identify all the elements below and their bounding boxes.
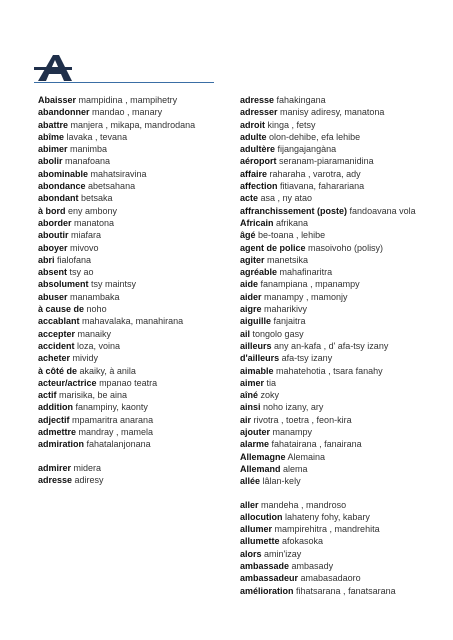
dictionary-entry xyxy=(240,511,445,523)
headword: accablant xyxy=(38,316,80,327)
translation: mividy xyxy=(72,353,99,364)
dictionary-entry xyxy=(38,254,228,266)
dictionary-entry xyxy=(38,192,228,204)
dictionary-entry xyxy=(240,143,445,155)
translation: lâlan-kely xyxy=(262,476,301,487)
translation: manatona xyxy=(74,217,115,228)
translation: seranam-piaramanidina xyxy=(279,156,374,167)
headword: abri xyxy=(38,254,55,265)
translation: ambasady xyxy=(291,560,334,571)
translation: asa , ny atao xyxy=(260,193,313,204)
dictionary-entry xyxy=(240,291,445,303)
translation: mampidina , mampihetry xyxy=(78,95,178,105)
headword: abattre xyxy=(38,119,69,130)
dictionary-entry xyxy=(38,438,228,450)
dictionary-entry xyxy=(38,266,228,278)
headword: addition xyxy=(38,402,73,413)
dictionary-entry xyxy=(240,389,445,401)
translation: noho izany, ary xyxy=(263,402,324,413)
headword: abolir xyxy=(38,156,63,167)
headword: amélioration xyxy=(240,585,294,596)
right-entries-block-1 xyxy=(240,94,445,488)
dictionary-entry xyxy=(38,155,228,167)
translation: amin'izay xyxy=(264,548,302,559)
headword: affection xyxy=(240,181,278,192)
dictionary-entry xyxy=(38,278,228,290)
headword: allée xyxy=(240,476,261,487)
headword: aider xyxy=(240,291,262,302)
dictionary-entry xyxy=(38,168,228,180)
translation: betsaka xyxy=(81,193,113,204)
dictionary-entry xyxy=(240,119,445,131)
headword: allumette xyxy=(240,536,280,547)
dictionary-entry xyxy=(38,401,228,413)
headword: abandonner xyxy=(38,107,90,118)
translation: loza, voina xyxy=(77,340,121,351)
dictionary-entry xyxy=(240,365,445,377)
translation: fanampiny, kaonty xyxy=(75,402,148,413)
translation: miafara xyxy=(71,230,102,241)
dictionary-entry xyxy=(240,303,445,315)
dictionary-entry xyxy=(38,180,228,192)
translation: fahakingana xyxy=(276,95,326,105)
headword: ambassade xyxy=(240,560,290,571)
headword: aboutir xyxy=(38,230,69,241)
dictionary-entry xyxy=(240,205,445,217)
translation: afrikana xyxy=(276,217,309,228)
dictionary-entry xyxy=(240,180,445,192)
headword: alors xyxy=(240,548,262,559)
dictionary-entry xyxy=(38,474,228,486)
dictionary-entry xyxy=(240,401,445,413)
dictionary-entry xyxy=(240,266,445,278)
headword: alarme xyxy=(240,439,270,450)
translation: tia xyxy=(266,377,277,388)
translation: masoivoho (polisy) xyxy=(308,242,384,253)
headword: aîné xyxy=(240,390,259,401)
headword: acte xyxy=(240,193,259,204)
translation: amabasadaoro xyxy=(300,573,361,584)
right-column xyxy=(240,94,445,597)
headword: Africain xyxy=(240,217,274,228)
translation: mandao , manary xyxy=(92,107,163,118)
translation: manambaka xyxy=(70,291,120,302)
left-column xyxy=(38,94,228,486)
translation: manaiky xyxy=(77,328,112,339)
headword: admettre xyxy=(38,427,77,438)
translation: fihatsarana , fanatsarana xyxy=(296,585,396,596)
dictionary-entry xyxy=(240,463,445,475)
dictionary-entry xyxy=(240,340,445,352)
dictionary-entry xyxy=(240,451,445,463)
translation: mandeha , mandroso xyxy=(261,499,347,510)
dictionary-entry xyxy=(38,143,228,155)
headword: d'ailleurs xyxy=(240,353,280,364)
translation: fitiavana, faharariana xyxy=(280,181,365,192)
headword: Abaisser xyxy=(38,95,77,105)
dictionary-entry xyxy=(38,352,228,364)
translation: olon-dehibe, efa lehibe xyxy=(269,131,361,142)
dictionary-entry xyxy=(38,131,228,143)
translation: mahafinaritra xyxy=(279,267,333,278)
translation: marisika, be aina xyxy=(59,390,128,401)
dictionary-entry xyxy=(240,352,445,364)
translation: fahatalanjonana xyxy=(86,439,151,450)
dictionary-entry xyxy=(240,217,445,229)
dictionary-entry xyxy=(38,119,228,131)
headword: acheter xyxy=(38,353,71,364)
dictionary-entry xyxy=(38,365,228,377)
headword: ailleurs xyxy=(240,340,272,351)
translation: manisy adiresy, manatona xyxy=(280,107,385,118)
dictionary-entry xyxy=(38,205,228,217)
translation: manetsika xyxy=(267,254,309,265)
dictionary-entry xyxy=(240,254,445,266)
translation: mahavalaka, manahirana xyxy=(82,316,184,327)
headword: âgé xyxy=(240,230,256,241)
headword: abimer xyxy=(38,144,68,155)
dictionary-entry xyxy=(240,192,445,204)
dictionary-entry xyxy=(240,168,445,180)
headword: agiter xyxy=(240,254,265,265)
translation: manampy xyxy=(272,427,313,438)
dictionary-entry xyxy=(38,389,228,401)
headword: allumer xyxy=(240,524,273,535)
translation: lahateny fohy, kabary xyxy=(285,511,370,522)
translation: fialofana xyxy=(57,254,92,265)
dictionary-entry xyxy=(240,242,445,254)
headword: abondance xyxy=(38,181,86,192)
translation: lavaka , tevana xyxy=(66,131,128,142)
translation: fahatairana , fanairana xyxy=(271,439,362,450)
headword: adresse xyxy=(38,474,73,485)
translation: mandray , mamela xyxy=(78,427,154,438)
translation: fandoavana vola xyxy=(349,205,416,216)
translation: maharikivy xyxy=(264,304,308,315)
dictionary-entry xyxy=(240,155,445,167)
headword: Allemand xyxy=(240,463,281,474)
dictionary-entry xyxy=(240,438,445,450)
dictionary-entry xyxy=(38,291,228,303)
dictionary-entry xyxy=(38,106,228,118)
headword: abondant xyxy=(38,193,79,204)
dictionary-entry xyxy=(240,131,445,143)
headword: admirer xyxy=(38,462,72,473)
headword: agent de police xyxy=(240,242,306,253)
dictionary-entry xyxy=(38,242,228,254)
dictionary-entry xyxy=(240,523,445,535)
headword: adresse xyxy=(240,95,275,105)
headword: acteur/actrice xyxy=(38,377,97,388)
translation: manafoana xyxy=(65,156,111,167)
block-spacer xyxy=(38,451,228,462)
headword: admiration xyxy=(38,439,85,450)
translation: fanampiana , mpanampy xyxy=(260,279,360,290)
dictionary-entry xyxy=(38,340,228,352)
headword: aller xyxy=(240,499,259,510)
translation: manjera , mikapa, mandrodana xyxy=(70,119,196,130)
headword: à bord xyxy=(38,205,66,216)
dictionary-entry xyxy=(38,94,228,106)
dictionary-entry xyxy=(38,414,228,426)
headword: aiguille xyxy=(240,316,272,327)
headword: air xyxy=(240,414,252,425)
dictionary-entry xyxy=(38,217,228,229)
translation: alema xyxy=(283,463,308,474)
headword: accepter xyxy=(38,328,76,339)
translation: raharaha , varotra, ady xyxy=(269,168,361,179)
dictionary-entry xyxy=(240,328,445,340)
dictionary-entry xyxy=(38,229,228,241)
translation: mahatehotia , tsara fanahy xyxy=(276,365,383,376)
dictionary-entry xyxy=(240,229,445,241)
dictionary-entry xyxy=(240,278,445,290)
translation: be-toana , lehibe xyxy=(258,230,326,241)
headword: adroit xyxy=(240,119,266,130)
left-entries-block-1 xyxy=(38,94,228,451)
translation: rivotra , toetra , feon-kira xyxy=(253,414,352,425)
headword: aborder xyxy=(38,217,72,228)
headword: adresser xyxy=(240,107,278,118)
dictionary-entry xyxy=(240,585,445,597)
headword: ainsi xyxy=(240,402,261,413)
dictionary-entry xyxy=(240,560,445,572)
translation: tsy maintsy xyxy=(91,279,137,290)
headword: adultère xyxy=(240,144,276,155)
right-entries-block-2 xyxy=(240,499,445,597)
headword: ail xyxy=(240,328,251,339)
translation: tongolo gasy xyxy=(252,328,304,339)
translation: manimba xyxy=(70,144,108,155)
dictionary-entry xyxy=(38,315,228,327)
headword: Allemagne xyxy=(240,451,286,462)
block-spacer xyxy=(240,488,445,499)
headword: accident xyxy=(38,340,75,351)
headword: aéroport xyxy=(240,156,277,167)
translation: manampy , mamonjy xyxy=(264,291,348,302)
headword: affaire xyxy=(240,168,268,179)
translation: noho xyxy=(86,304,107,315)
headword: allocution xyxy=(240,511,283,522)
translation: any an-kafa , d' afa-tsy izany xyxy=(274,340,389,351)
headword: affranchissement (poste) xyxy=(240,205,348,216)
dictionary-entry xyxy=(240,475,445,487)
translation: Alemaina xyxy=(287,451,326,462)
dictionary-entry xyxy=(38,377,228,389)
headword: adjectif xyxy=(38,414,70,425)
left-entries-block-2 xyxy=(38,462,228,487)
translation: mahatsiravina xyxy=(90,168,147,179)
headword: absent xyxy=(38,267,68,278)
translation: afokasoka xyxy=(282,536,324,547)
headword: agréable xyxy=(240,267,278,278)
headword: absolument xyxy=(38,279,89,290)
headword: adulte xyxy=(240,131,267,142)
translation: eny ambony xyxy=(68,205,118,216)
translation: zoky xyxy=(260,390,280,401)
dictionary-entry xyxy=(38,462,228,474)
translation: abetsahana xyxy=(88,181,136,192)
dictionary-entry xyxy=(240,106,445,118)
dictionary-entry xyxy=(240,414,445,426)
translation: midera xyxy=(73,462,102,473)
headword: ajouter xyxy=(240,427,271,438)
headword: actif xyxy=(38,390,57,401)
translation: akaiky, à anila xyxy=(79,365,136,376)
dictionary-entry xyxy=(38,426,228,438)
letter-a-logo xyxy=(34,55,72,81)
translation: adiresy xyxy=(74,474,104,485)
translation: tsy ao xyxy=(69,267,94,278)
translation: mpanao teatra xyxy=(99,377,158,388)
dictionary-entry xyxy=(240,315,445,327)
headword: à côté de xyxy=(38,365,78,376)
dictionary-entry xyxy=(38,303,228,315)
translation: mampirehitra , mandrehita xyxy=(274,524,380,535)
dictionary-entry xyxy=(240,426,445,438)
headword: à cause de xyxy=(38,304,85,315)
dictionary-entry xyxy=(240,94,445,106)
headword: aimable xyxy=(240,365,274,376)
dictionary-entry xyxy=(240,499,445,511)
dictionary-entry xyxy=(240,572,445,584)
headword: abuser xyxy=(38,291,68,302)
dictionary-entry xyxy=(240,548,445,560)
headword: ambassadeur xyxy=(240,573,299,584)
headword: aimer xyxy=(240,377,265,388)
translation: fijangajangàna xyxy=(277,144,337,155)
dictionary-entry xyxy=(240,535,445,547)
headword: aide xyxy=(240,279,259,290)
translation: mivovo xyxy=(70,242,99,253)
translation: mpamaritra anarana xyxy=(72,414,154,425)
headword: abominable xyxy=(38,168,89,179)
dictionary-entry xyxy=(38,328,228,340)
translation: kinga , fetsy xyxy=(267,119,316,130)
header-divider xyxy=(34,82,214,83)
translation: afa-tsy izany xyxy=(281,353,333,364)
translation: fanjaitra xyxy=(273,316,306,327)
headword: abîme xyxy=(38,131,65,142)
headword: aigre xyxy=(240,304,262,315)
dictionary-entry xyxy=(240,377,445,389)
headword: aboyer xyxy=(38,242,68,253)
